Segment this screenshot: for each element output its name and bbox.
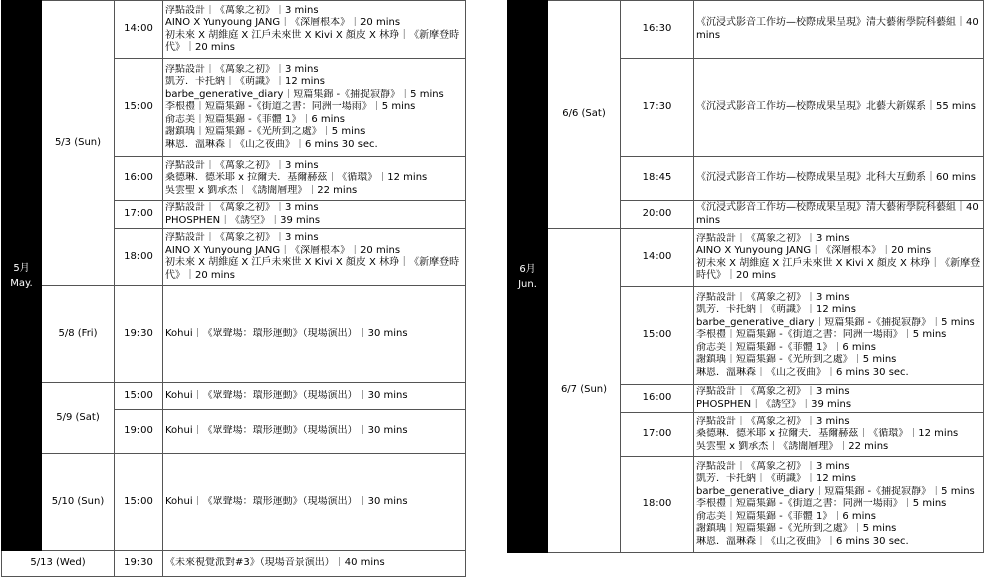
program-line: Kohui｜《眾聲場：環形運動》（現場演出）｜30 mins	[165, 327, 408, 339]
program-cell	[163, 229, 466, 286]
program-line: 謝鎮瑀｜短篇集錦 -《光所到之處》｜5 mins	[165, 126, 366, 138]
program-cell	[163, 157, 466, 201]
program-line: Kohui｜《眾聲場：環形運動》（現場演出）｜30 mins	[165, 389, 408, 401]
date-cell: 5/8 (Fri)	[42, 286, 115, 383]
program-line: barbe_generative_diary｜短篇集錦 -《捕捉寂靜》｜5 mins	[696, 316, 975, 328]
program-line: 《沉浸式影音工作坊—校際成果呈現》北藝大新媒系｜55 mins	[696, 101, 976, 113]
program-line: 俞志美｜短篇集錦 -《菲體 1》｜6 mins	[165, 113, 345, 125]
program-line: 《沉浸式影音工作坊—校際成果呈現》清大藝術學院科藝組｜40 mins	[696, 202, 979, 226]
program-line: 浮點設計｜《萬象之初》｜3 mins	[696, 291, 850, 303]
program-cell	[694, 385, 984, 413]
time-cell: 18:00	[115, 229, 163, 286]
date-cell: 5/10 (Sun)	[42, 454, 115, 551]
program-line: 李根禮｜短篇集錦 -《街道之書：同洲一場雨》｜5 mins	[696, 329, 947, 341]
month-zh: 6月	[519, 263, 536, 275]
time-cell: 17:00	[115, 201, 163, 229]
program-line: 俞志美｜短篇集錦 -《菲體 1》｜6 mins	[696, 341, 876, 353]
program-line: 謝鎮瑀｜短篇集錦 -《光所到之處》｜5 mins	[696, 354, 897, 366]
program-line: 浮點設計｜《萬象之初》｜3 mins	[165, 159, 319, 171]
time-cell: 20:00	[621, 201, 694, 229]
month-en: May.	[10, 277, 33, 289]
program-line: 《未來視覺派對#3》（現場音景演出）｜40 mins	[165, 557, 385, 569]
program-cell	[694, 59, 984, 157]
program-line: 凱芳．卡托納｜《萌識》｜12 mins	[696, 473, 856, 485]
time-cell: 15:00	[115, 59, 163, 157]
program-cell	[694, 413, 984, 457]
program-line: 浮點設計｜《萬象之初》｜3 mins	[165, 63, 319, 75]
program-line: 初未來 X 胡維庭 X 江戶未來世 X Kivi X 顏皮 X 林琤｜《新摩登時代》｜20 mins	[165, 29, 460, 53]
time-cell: 14:00	[621, 229, 694, 287]
may-schedule-table	[1, 0, 466, 577]
program-line: 浮點設計｜《萬象之初》｜3 mins	[165, 232, 319, 243]
program-cell	[163, 286, 466, 383]
program-cell	[694, 457, 984, 553]
program-line: barbe_generative_diary｜短篇集錦 -《捕捉寂靜》｜5 mins	[165, 88, 444, 100]
month-label-may	[2, 1, 42, 551]
date-cell: 5/3 (Sun)	[42, 1, 115, 286]
program-line: 浮點設計｜《萬象之初》｜3 mins	[696, 386, 850, 397]
date-cell: 6/7 (Sun)	[548, 229, 621, 553]
program-line: 凱芳．卡托納｜《萌識》｜12 mins	[165, 76, 325, 88]
program-cell	[163, 383, 466, 410]
program-line: 吳雲聖 x 劉承杰｜《誘闇層理》｜22 mins	[165, 184, 358, 196]
time-cell: 18:45	[621, 157, 694, 201]
program-cell	[163, 454, 466, 551]
time-cell: 15:00	[115, 383, 163, 410]
date-cell: 5/13 (Wed)	[2, 551, 115, 577]
date-cell: 6/6 (Sat)	[548, 1, 621, 229]
program-cell	[163, 59, 466, 157]
program-line: 琳恩．溫琳森｜《山之夜曲》｜6 mins 30 sec.	[165, 138, 378, 150]
program-line: AINO X Yunyoung JANG｜《深層根本》｜20 mins	[696, 245, 932, 256]
time-cell: 14:00	[115, 1, 163, 59]
program-line: 初未來 X 胡維庭 X 江戶未來世 X Kivi X 顏皮 X 林琤｜《新摩登時代》｜20 mins	[165, 257, 460, 281]
program-line: 吳雲聖 x 劉承杰｜《誘闇層理》｜22 mins	[696, 440, 889, 452]
program-line: 琳恩．溫琳森｜《山之夜曲》｜6 mins 30 sec.	[696, 535, 909, 547]
program-cell	[694, 287, 984, 385]
program-line: AINO X Yunyoung JANG｜《深層根本》｜20 mins	[165, 17, 401, 28]
month-en: Jun.	[518, 278, 537, 290]
program-line: 浮點設計｜《萬象之初》｜3 mins	[696, 232, 850, 244]
time-cell: 16:00	[115, 157, 163, 201]
program-cell	[163, 551, 466, 577]
program-line: 俞志美｜短篇集錦 -《菲體 1》｜6 mins	[696, 510, 876, 522]
program-cell	[694, 229, 984, 287]
month-label-june	[508, 1, 548, 553]
program-line: 浮點設計｜《萬象之初》｜3 mins	[696, 415, 850, 427]
program-line: 《沉浸式影音工作坊—校際成果呈現》北科大互動系｜60 mins	[696, 172, 976, 184]
program-cell	[163, 410, 466, 454]
time-cell: 19:30	[115, 551, 163, 577]
program-line: 琳恩．溫琳森｜《山之夜曲》｜6 mins 30 sec.	[696, 366, 909, 378]
time-cell: 19:00	[115, 410, 163, 454]
program-line: 初未來 X 胡維庭 X 江戶未來世 X Kivi X 顏皮 X 林琤｜《新摩登時代》｜20 mins	[696, 257, 981, 281]
time-cell: 17:00	[621, 413, 694, 457]
program-line: 謝鎮瑀｜短篇集錦 -《光所到之處》｜5 mins	[696, 523, 897, 535]
program-cell	[694, 201, 984, 229]
program-cell	[694, 1, 984, 59]
program-cell	[163, 1, 466, 59]
time-cell: 18:00	[621, 457, 694, 553]
program-line: 李根禮｜短篇集錦 -《街道之書：同洲一場雨》｜5 mins	[696, 498, 947, 510]
time-cell: 16:30	[621, 1, 694, 59]
program-line: 浮點設計｜《萬象之初》｜3 mins	[165, 202, 319, 213]
june-schedule-table	[507, 0, 984, 553]
program-cell	[163, 201, 466, 229]
program-line: 李根禮｜短篇集錦 -《街道之書：同洲一場雨》｜5 mins	[165, 101, 416, 113]
program-line: 浮點設計｜《萬象之初》｜3 mins	[696, 460, 850, 472]
time-cell: 19:30	[115, 286, 163, 383]
program-line: Kohui｜《眾聲場：環形運動》（現場演出）｜30 mins	[165, 495, 408, 507]
time-cell: 15:00	[115, 454, 163, 551]
time-cell: 15:00	[621, 287, 694, 385]
program-line: PHOSPHEN｜《誘空》｜39 mins	[696, 398, 852, 410]
program-line: 浮點設計｜《萬象之初》｜3 mins	[165, 4, 319, 16]
program-line: 凱芳．卡托納｜《萌識》｜12 mins	[696, 304, 856, 316]
program-line: 《沉浸式影音工作坊—校際成果呈現》清大藝術學院科藝組｜40 mins	[696, 17, 979, 41]
program-line: 桑德琳．德米耶 x 拉爾夫．基爾赫茲｜《循環》｜12 mins	[696, 428, 959, 440]
program-line: barbe_generative_diary｜短篇集錦 -《捕捉寂靜》｜5 mins	[696, 485, 975, 497]
program-line: Kohui｜《眾聲場：環形運動》（現場演出）｜30 mins	[165, 425, 408, 437]
month-zh: 5月	[13, 262, 30, 274]
time-cell: 16:00	[621, 385, 694, 413]
program-line: 桑德琳．德米耶 x 拉爾夫．基爾赫茲｜《循環》｜12 mins	[165, 172, 428, 184]
time-cell: 17:30	[621, 59, 694, 157]
program-line: PHOSPHEN｜《誘空》｜39 mins	[165, 214, 321, 226]
date-cell: 5/9 (Sat)	[42, 383, 115, 454]
program-cell	[694, 157, 984, 201]
program-line: AINO X Yunyoung JANG｜《深層根本》｜20 mins	[165, 244, 401, 256]
